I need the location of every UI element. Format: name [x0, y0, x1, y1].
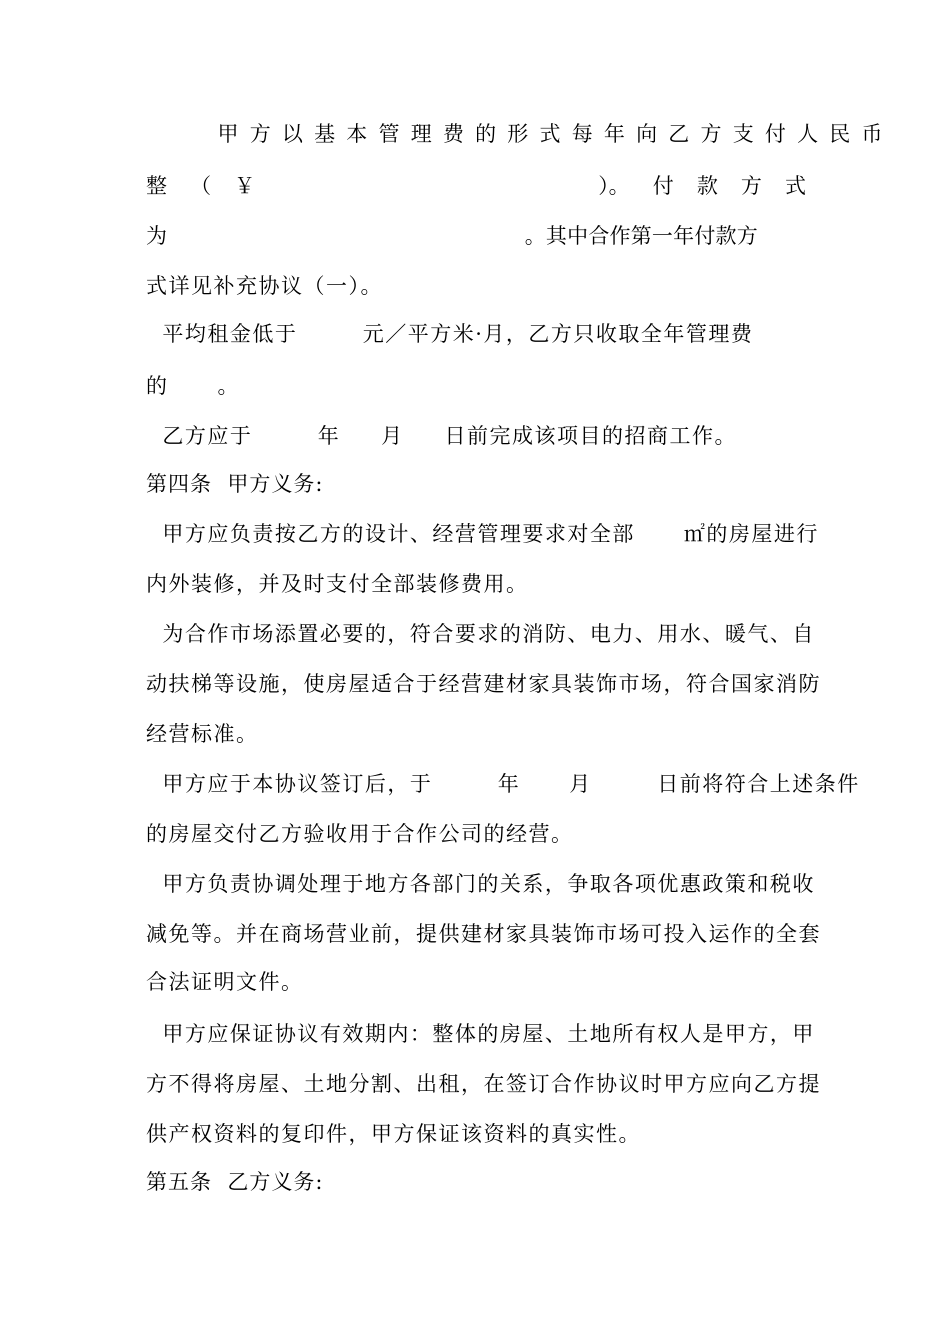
text-fragment: ￥ [234, 174, 256, 198]
paragraph-line-14: 甲方应于本协议签订后，于 年 月 日前将符合上述条件 [146, 772, 860, 796]
paragraph-line-7: 乙方应于 年 月 日前完成该项目的招商工作。 [146, 424, 738, 448]
paragraph-line-11: 为合作市场添置必要的，符合要求的消防、电力、用水、暖气、自 [146, 622, 815, 646]
text-fragment: 式 [784, 174, 806, 198]
text-fragment: 款 [696, 174, 718, 198]
text-fragment: 付 [652, 174, 674, 198]
paragraph-line-4: 式详见补充协议（一）。 [146, 274, 383, 298]
paragraph-line-20: 方不得将房屋、土地分割、出租，在签订合作协议时甲方应向乙方提 [146, 1072, 821, 1096]
text-fragment: ）。 [598, 174, 630, 198]
section-heading-article-4: 第四条 甲方义务: [146, 472, 324, 496]
text-fragment: 整 [146, 174, 167, 198]
paragraph-line-5: 平均租金低于 元／平方米·月，乙方只收取全年管理费 [146, 322, 754, 346]
paragraph-line-9: 甲方应负责按乙方的设计、经营管理要求对全部 ㎡的房屋进行 [146, 522, 819, 546]
paragraph-line-19: 甲方应保证协议有效期内：整体的房屋、土地所有权人是甲方，甲 [146, 1022, 815, 1046]
paragraph-line-21: 供产权资料的复印件，甲方保证该资料的真实性。 [146, 1122, 641, 1146]
paragraph-line-15: 的房屋交付乙方验收用于合作公司的经营。 [146, 822, 574, 846]
paragraph-line-18: 合法证明文件。 [146, 970, 304, 994]
paragraph-line-16: 甲方负责协调处理于地方各部门的关系，争取各项优惠政策和税收 [146, 872, 815, 896]
paragraph-line-6: 的 。 [146, 374, 241, 398]
text-fragment: 方 [740, 174, 762, 198]
paragraph-line-2 [146, 172, 806, 200]
paragraph-line-1: 甲方以基本管理费的形式每年向乙方支付人民币 [146, 122, 894, 146]
paragraph-line-17: 减免等。并在商场营业前，提供建材家具装饰市场可投入运作的全套 [146, 922, 821, 946]
section-heading-article-5: 第五条 乙方义务: [146, 1170, 324, 1194]
paragraph-line-3: 为 。其中合作第一年付款方 [146, 224, 758, 248]
paragraph-line-12: 动扶梯等设施，使房屋适合于经营建材家具装饰市场，符合国家消防 [146, 672, 821, 696]
paragraph-line-13: 经营标准。 [146, 722, 259, 746]
paragraph-line-10: 内外装修，并及时支付全部装修费用。 [146, 572, 529, 596]
text-fragment: （ [190, 174, 212, 198]
